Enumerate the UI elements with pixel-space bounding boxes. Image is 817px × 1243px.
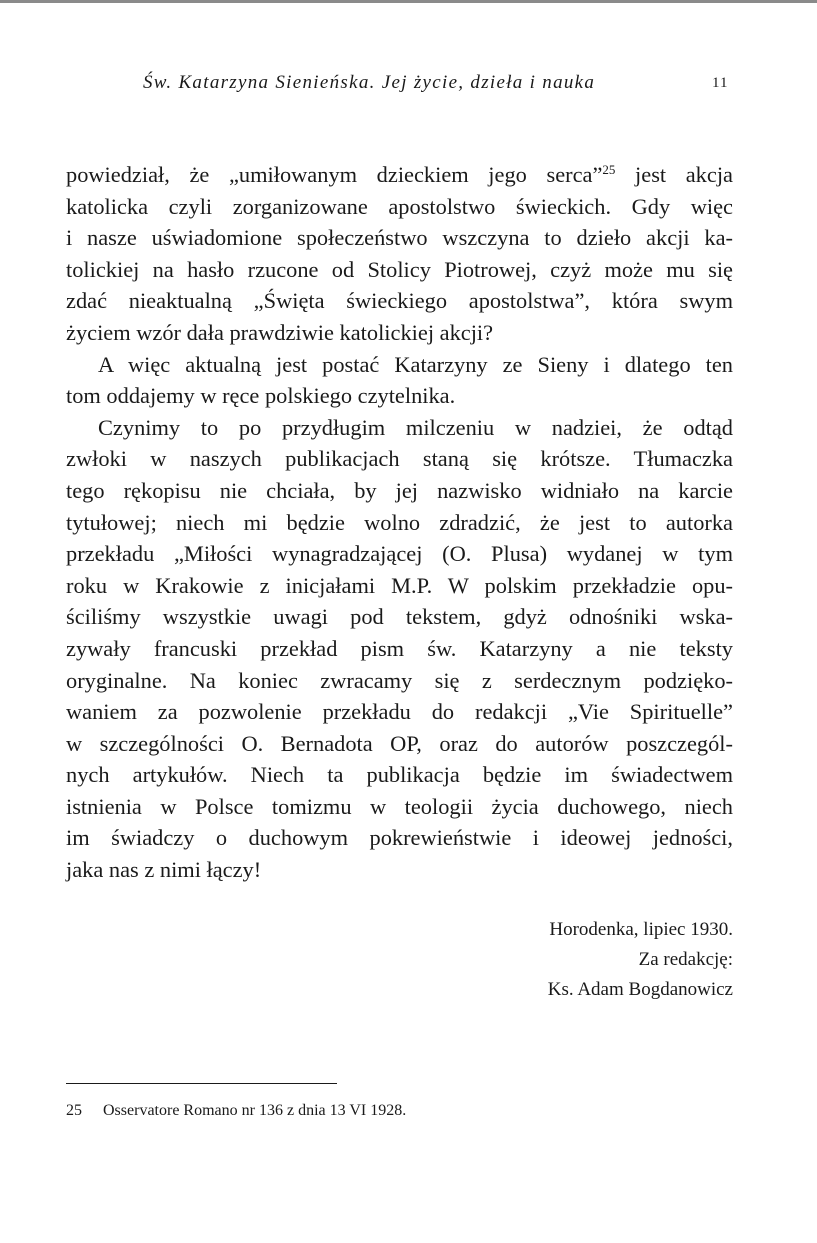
footnote-number: 25	[66, 1102, 82, 1119]
body-line: tom oddajemy w ręce polskiego czytelnika.	[66, 383, 456, 409]
body-line: w szczególności O. Bernadota OP, oraz do autorów poszczegól-	[66, 730, 733, 756]
body-line: tego rękopisu nie chciała, by jej nazwisko widniało na karcie	[66, 477, 733, 503]
body-line: tolickiej na hasło rzucone od Stolicy Piotrowej, czyż może mu się	[66, 256, 733, 282]
body-line: A więc aktualną jest postać Katarzyny ze Sieny i dlatego ten	[98, 351, 733, 377]
body-line: zywały francuski przekład pism św. Katarzyny a nie teksty	[66, 635, 733, 661]
body-line	[66, 159, 733, 191]
body-line: ściliśmy wszystkie uwagi pod tekstem, gdyż odnośniki wska-	[66, 604, 733, 630]
footnote-text: Osservatore Romano nr 136 z dnia 13 VI 1928.	[103, 1102, 407, 1119]
body-line: życiem wzór dała prawdziwie katolickiej akcji?	[66, 319, 494, 345]
footnote-reference: 25	[602, 162, 616, 177]
body-line: Czynimy to po przydługim milczeniu w nadziei, że odtąd	[98, 414, 733, 440]
page-top-edge	[0, 0, 817, 3]
body-line: zwłoki w naszych publikacjach staną się krótsze. Tłumaczka	[66, 446, 733, 472]
footnote	[66, 1100, 406, 1122]
body-line: katolicka czyli zorganizowane apostolstwo świeckich. Gdy więc	[66, 193, 733, 219]
body-line: jaka nas z nimi łączy!	[66, 857, 262, 883]
body-line: tytułowej; niech mi będzie wolno zdradzić, że jest to autorka	[66, 509, 733, 535]
body-line: im świadczy o duchowym pokrewieństwie i ideowej jedności,	[66, 825, 733, 851]
body-line: nych artykułów. Niech ta publikacja będzie im świadectwem	[66, 762, 733, 788]
body-line: i nasze uświadomione społeczeństwo wszczyna to dzieło akcji ka-	[66, 225, 733, 251]
footnote-divider	[66, 1083, 337, 1084]
body-line-text: powiedział, że „umiłowanym dzieckiem jego serca”	[66, 162, 603, 187]
signature-name: Ks. Adam Bogdanowicz	[547, 979, 733, 1000]
signature-place-date: Horodenka, lipiec 1930.	[549, 919, 733, 940]
signature-block	[400, 915, 733, 1005]
body-line: zdać nieaktualną „Święta świeckiego apostolstwa”, która swym	[66, 288, 733, 314]
body-text	[66, 159, 733, 886]
body-line: roku w Krakowie z inicjałami M.P. W polskim przekładzie opu-	[66, 572, 733, 598]
body-line: przekładu „Miłości wynagradzającej (O. Plusa) wydanej w tym	[66, 541, 733, 567]
body-line: oryginalne. Na koniec zwracamy się z serdecznym podzięko-	[66, 667, 733, 693]
running-head	[0, 72, 817, 100]
body-line: waniem za pozwolenie przekładu do redakcji „Vie Spirituelle”	[66, 699, 733, 725]
running-head-title: Św. Katarzyna Sienieńska. Jej życie, dzieła i nauka	[143, 72, 596, 93]
body-line-text: jest akcja	[635, 162, 733, 187]
page-number: 11	[712, 75, 729, 91]
body-line: istnienia w Polsce tomizmu w teologii życia duchowego, niech	[66, 793, 733, 819]
signature-for-editors: Za redakcję:	[638, 949, 733, 970]
